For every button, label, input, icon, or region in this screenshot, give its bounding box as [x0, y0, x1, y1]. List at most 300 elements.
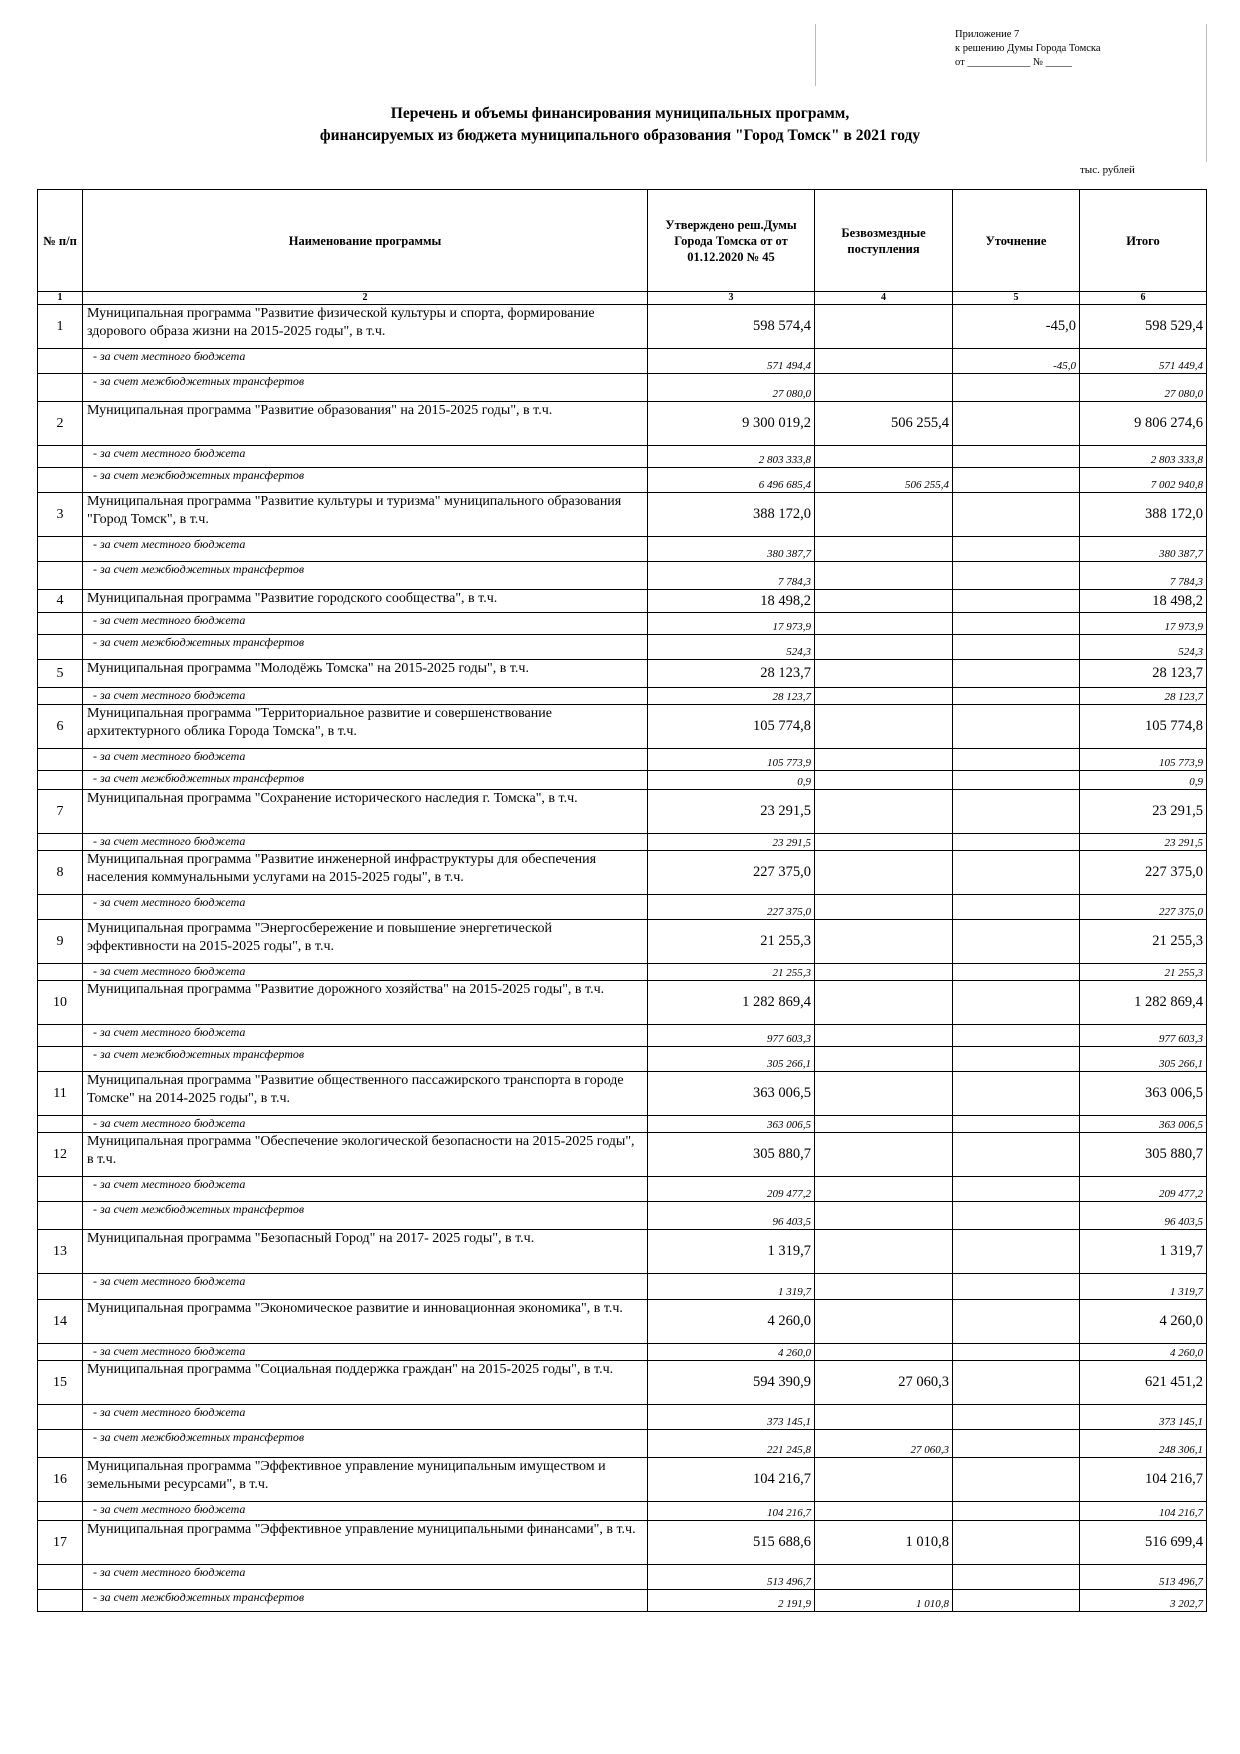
adjustment-amount	[953, 834, 1080, 851]
funding-source: - за счет местного бюджета	[83, 1502, 648, 1521]
grants-amount	[815, 834, 953, 851]
row-number	[38, 1177, 83, 1202]
approved-amount: 21 255,3	[648, 964, 815, 981]
column-number: 4	[815, 292, 953, 305]
table-row	[38, 1230, 1207, 1274]
row-number	[38, 1565, 83, 1590]
funding-source: - за счет местного бюджета	[83, 749, 648, 771]
total-amount: 1 319,7	[1080, 1230, 1207, 1274]
program-name: Муниципальная программа "Сохранение исторического наследия г. Томска", в т.ч.	[83, 790, 648, 834]
table-row	[38, 920, 1207, 964]
table-subrow	[38, 1502, 1207, 1521]
adjustment-amount	[953, 1047, 1080, 1072]
header-total: Итого	[1080, 190, 1207, 292]
funding-source: - за счет местного бюджета	[83, 1025, 648, 1047]
grants-amount	[815, 562, 953, 590]
funding-source: - за счет местного бюджета	[83, 964, 648, 981]
approved-amount: 7 784,3	[648, 562, 815, 590]
grants-amount	[815, 1300, 953, 1344]
row-number: 17	[38, 1521, 83, 1565]
row-number: 2	[38, 402, 83, 446]
total-amount: 105 774,8	[1080, 705, 1207, 749]
grants-amount: 506 255,4	[815, 468, 953, 493]
grants-amount	[815, 1072, 953, 1116]
total-amount: 227 375,0	[1080, 895, 1207, 920]
table-subrow	[38, 1025, 1207, 1047]
adjustment-amount	[953, 851, 1080, 895]
header-program-name: Наименование программы	[83, 190, 648, 292]
adjustment-amount	[953, 981, 1080, 1025]
row-number	[38, 613, 83, 635]
total-amount: 23 291,5	[1080, 834, 1207, 851]
total-amount: 305 266,1	[1080, 1047, 1207, 1072]
total-amount: 977 603,3	[1080, 1025, 1207, 1047]
approved-amount: 105 774,8	[648, 705, 815, 749]
grants-amount	[815, 1565, 953, 1590]
funding-source: - за счет местного бюджета	[83, 1344, 648, 1361]
total-amount: 17 973,9	[1080, 613, 1207, 635]
program-name: Муниципальная программа "Развитие общественного пассажирского транспорта в городе Томске" на 2014-2025 годы", в т.ч.	[83, 1072, 648, 1116]
grants-amount	[815, 537, 953, 562]
total-amount: 598 529,4	[1080, 305, 1207, 349]
table-subrow	[38, 771, 1207, 790]
grants-amount	[815, 590, 953, 613]
funding-source: - за счет местного бюджета	[83, 1116, 648, 1133]
table-subrow	[38, 1202, 1207, 1230]
total-amount: 363 006,5	[1080, 1116, 1207, 1133]
row-number	[38, 1047, 83, 1072]
table-subrow	[38, 1405, 1207, 1430]
approved-amount: 96 403,5	[648, 1202, 815, 1230]
grants-amount	[815, 705, 953, 749]
funding-source: - за счет местного бюджета	[83, 1405, 648, 1430]
funding-source: - за счет местного бюджета	[83, 537, 648, 562]
row-number: 12	[38, 1133, 83, 1177]
program-name: Муниципальная программа "Развитие культуры и туризма" муниципального образования "Город Томск", в т.ч.	[83, 493, 648, 537]
total-amount: 28 123,7	[1080, 688, 1207, 705]
approved-amount: 515 688,6	[648, 1521, 815, 1565]
row-number: 11	[38, 1072, 83, 1116]
approved-amount: 598 574,4	[648, 305, 815, 349]
programs-table	[37, 189, 1207, 1612]
row-number	[38, 537, 83, 562]
funding-source: - за счет межбюджетных трансфертов	[83, 771, 648, 790]
table-row	[38, 790, 1207, 834]
grants-amount	[815, 305, 953, 349]
approved-amount: 1 319,7	[648, 1230, 815, 1274]
adjustment-amount	[953, 749, 1080, 771]
program-name: Муниципальная программа "Энергосбережение и повышение энергетической эффективности на 2015-2025 годы", в т.ч.	[83, 920, 648, 964]
total-amount: 23 291,5	[1080, 790, 1207, 834]
adjustment-amount	[953, 1405, 1080, 1430]
programs-table-body	[38, 190, 1207, 1612]
table-subrow	[38, 468, 1207, 493]
approved-amount: 105 773,9	[648, 749, 815, 771]
funding-source: - за счет местного бюджета	[83, 688, 648, 705]
funding-source: - за счет межбюджетных трансфертов	[83, 1590, 648, 1612]
row-number	[38, 1590, 83, 1612]
adjustment-amount	[953, 1502, 1080, 1521]
grants-amount	[815, 1025, 953, 1047]
total-amount: 2 803 333,8	[1080, 446, 1207, 468]
row-number: 8	[38, 851, 83, 895]
total-amount: 209 477,2	[1080, 1177, 1207, 1202]
grants-amount	[815, 1047, 953, 1072]
row-number: 14	[38, 1300, 83, 1344]
table-subrow	[38, 1177, 1207, 1202]
grants-amount	[815, 749, 953, 771]
table-subrow	[38, 349, 1207, 374]
approved-amount: 27 080,0	[648, 374, 815, 402]
adjustment-amount	[953, 895, 1080, 920]
column-number: 3	[648, 292, 815, 305]
row-number: 3	[38, 493, 83, 537]
row-number	[38, 771, 83, 790]
adjustment-amount: -45,0	[953, 349, 1080, 374]
adjustment-amount	[953, 1025, 1080, 1047]
row-number	[38, 446, 83, 468]
row-number	[38, 374, 83, 402]
table-subrow	[38, 446, 1207, 468]
program-name: Муниципальная программа "Развитие дорожного хозяйства" на 2015-2025 годы", в т.ч.	[83, 981, 648, 1025]
total-amount: 305 880,7	[1080, 1133, 1207, 1177]
table-header-row	[38, 190, 1207, 292]
table-row	[38, 1072, 1207, 1116]
adjustment-amount	[953, 1072, 1080, 1116]
column-number: 6	[1080, 292, 1207, 305]
row-number	[38, 468, 83, 493]
funding-source: - за счет межбюджетных трансфертов	[83, 374, 648, 402]
table-subrow	[38, 688, 1207, 705]
row-number	[38, 562, 83, 590]
grants-amount	[815, 1133, 953, 1177]
total-amount: 1 319,7	[1080, 1274, 1207, 1300]
grants-amount	[815, 374, 953, 402]
funding-source: - за счет местного бюджета	[83, 613, 648, 635]
table-subrow	[38, 1047, 1207, 1072]
program-name: Муниципальная программа "Развитие физической культуры и спорта, формирование здорового образа жизни на 2015-2025 годы", в т.ч.	[83, 305, 648, 349]
total-amount: 7 002 940,8	[1080, 468, 1207, 493]
approved-amount: 104 216,7	[648, 1502, 815, 1521]
adjustment-amount	[953, 1590, 1080, 1612]
approved-amount: 363 006,5	[648, 1072, 815, 1116]
approved-amount: 9 300 019,2	[648, 402, 815, 446]
grants-amount	[815, 613, 953, 635]
grants-amount	[815, 688, 953, 705]
table-row	[38, 851, 1207, 895]
total-amount: 621 451,2	[1080, 1361, 1207, 1405]
total-amount: 380 387,7	[1080, 537, 1207, 562]
adjustment-amount	[953, 1344, 1080, 1361]
row-number: 4	[38, 590, 83, 613]
program-name: Муниципальная программа "Эффективное управление муниципальным имуществом и земельными ресурсами", в т.ч.	[83, 1458, 648, 1502]
program-name: Муниципальная программа "Развитие образования" на 2015-2025 годы", в т.ч.	[83, 402, 648, 446]
header-number: № п/п	[38, 190, 83, 292]
column-number: 2	[83, 292, 648, 305]
total-amount: 104 216,7	[1080, 1502, 1207, 1521]
funding-source: - за счет местного бюджета	[83, 895, 648, 920]
total-amount: 513 496,7	[1080, 1565, 1207, 1590]
program-name: Муниципальная программа "Социальная поддержка граждан" на 2015-2025 годы", в т.ч.	[83, 1361, 648, 1405]
approved-amount: 6 496 685,4	[648, 468, 815, 493]
table-row	[38, 660, 1207, 688]
adjustment-amount	[953, 613, 1080, 635]
row-number: 5	[38, 660, 83, 688]
grants-amount	[815, 771, 953, 790]
header-adjustment: Уточнение	[953, 190, 1080, 292]
adjustment-amount	[953, 1458, 1080, 1502]
adjustment-amount	[953, 402, 1080, 446]
program-name: Муниципальная программа "Обеспечение экологической безопасности на 2015-2025 годы", в т.ч.	[83, 1133, 648, 1177]
table-row	[38, 1521, 1207, 1565]
grants-amount	[815, 1202, 953, 1230]
approved-amount: 4 260,0	[648, 1300, 815, 1344]
approved-amount: 23 291,5	[648, 790, 815, 834]
total-amount: 7 784,3	[1080, 562, 1207, 590]
grants-amount	[815, 1502, 953, 1521]
table-row	[38, 1133, 1207, 1177]
total-amount: 104 216,7	[1080, 1458, 1207, 1502]
total-amount: 571 449,4	[1080, 349, 1207, 374]
adjustment-amount	[953, 446, 1080, 468]
table-row	[38, 705, 1207, 749]
total-amount: 248 306,1	[1080, 1430, 1207, 1458]
funding-source: - за счет местного бюджета	[83, 1565, 648, 1590]
grants-amount	[815, 635, 953, 660]
grants-amount	[815, 851, 953, 895]
approved-amount: 28 123,7	[648, 688, 815, 705]
total-amount: 363 006,5	[1080, 1072, 1207, 1116]
approved-amount: 2 803 333,8	[648, 446, 815, 468]
table-subrow	[38, 834, 1207, 851]
row-number	[38, 1202, 83, 1230]
funding-source: - за счет межбюджетных трансфертов	[83, 562, 648, 590]
total-amount: 1 282 869,4	[1080, 981, 1207, 1025]
row-number	[38, 895, 83, 920]
column-number: 1	[38, 292, 83, 305]
funding-source: - за счет местного бюджета	[83, 349, 648, 374]
grants-amount	[815, 1116, 953, 1133]
grants-amount: 1 010,8	[815, 1590, 953, 1612]
adjustment-amount	[953, 374, 1080, 402]
table-subrow	[38, 1430, 1207, 1458]
row-number	[38, 834, 83, 851]
adjustment-amount	[953, 705, 1080, 749]
approved-amount: 380 387,7	[648, 537, 815, 562]
row-number	[38, 1430, 83, 1458]
adjustment-amount	[953, 1300, 1080, 1344]
approved-amount: 2 191,9	[648, 1590, 815, 1612]
program-name: Муниципальная программа "Безопасный Город" на 2017- 2025 годы", в т.ч.	[83, 1230, 648, 1274]
grants-amount	[815, 1458, 953, 1502]
approved-amount: 17 973,9	[648, 613, 815, 635]
approved-amount: 28 123,7	[648, 660, 815, 688]
total-amount: 96 403,5	[1080, 1202, 1207, 1230]
grants-amount: 27 060,3	[815, 1361, 953, 1405]
grants-amount	[815, 493, 953, 537]
total-amount: 516 699,4	[1080, 1521, 1207, 1565]
total-amount: 4 260,0	[1080, 1300, 1207, 1344]
adjustment-amount	[953, 562, 1080, 590]
approved-amount: 977 603,3	[648, 1025, 815, 1047]
table-subrow	[38, 562, 1207, 590]
adjustment-amount: -45,0	[953, 305, 1080, 349]
grants-amount	[815, 660, 953, 688]
approved-amount: 18 498,2	[648, 590, 815, 613]
funding-source: - за счет межбюджетных трансфертов	[83, 468, 648, 493]
total-amount: 21 255,3	[1080, 920, 1207, 964]
adjustment-amount	[953, 1521, 1080, 1565]
table-subrow	[38, 964, 1207, 981]
total-amount: 105 773,9	[1080, 749, 1207, 771]
grants-amount: 1 010,8	[815, 1521, 953, 1565]
total-amount: 9 806 274,6	[1080, 402, 1207, 446]
program-name: Муниципальная программа "Экономическое развитие и инновационная экономика", в т.ч.	[83, 1300, 648, 1344]
row-number	[38, 635, 83, 660]
adjustment-amount	[953, 635, 1080, 660]
row-number: 9	[38, 920, 83, 964]
approved-amount: 221 245,8	[648, 1430, 815, 1458]
table-row	[38, 590, 1207, 613]
table-subrow	[38, 895, 1207, 920]
adjustment-amount	[953, 1361, 1080, 1405]
row-number	[38, 964, 83, 981]
total-amount: 388 172,0	[1080, 493, 1207, 537]
table-subrow	[38, 537, 1207, 562]
total-amount: 524,3	[1080, 635, 1207, 660]
column-number: 5	[953, 292, 1080, 305]
title-line: Перечень и объемы финансирования муниципальных программ,	[390, 105, 850, 122]
adjustment-amount	[953, 1274, 1080, 1300]
row-number	[38, 349, 83, 374]
units-label: тыс. рублей	[1080, 164, 1135, 176]
header-grants: Безвозмездные поступления	[815, 190, 953, 292]
approved-amount: 305 880,7	[648, 1133, 815, 1177]
grants-amount	[815, 446, 953, 468]
row-number	[38, 1025, 83, 1047]
adjustment-amount	[953, 964, 1080, 981]
approved-amount: 388 172,0	[648, 493, 815, 537]
appendix-note	[955, 28, 1101, 70]
approved-amount: 305 266,1	[648, 1047, 815, 1072]
funding-source: - за счет межбюджетных трансфертов	[83, 1047, 648, 1072]
adjustment-amount	[953, 660, 1080, 688]
total-amount: 28 123,7	[1080, 660, 1207, 688]
table-subrow	[38, 1590, 1207, 1612]
approved-amount: 1 282 869,4	[648, 981, 815, 1025]
table-subrow	[38, 749, 1207, 771]
table-subrow	[38, 635, 1207, 660]
approved-amount: 524,3	[648, 635, 815, 660]
appendix-line: к решению Думы Города Томска	[955, 43, 1101, 54]
adjustment-amount	[953, 1430, 1080, 1458]
row-number: 16	[38, 1458, 83, 1502]
approved-amount: 23 291,5	[648, 834, 815, 851]
table-row	[38, 1300, 1207, 1344]
approved-amount: 4 260,0	[648, 1344, 815, 1361]
approved-amount: 571 494,4	[648, 349, 815, 374]
row-number: 7	[38, 790, 83, 834]
grants-amount: 506 255,4	[815, 402, 953, 446]
grants-amount	[815, 1274, 953, 1300]
program-name: Муниципальная программа "Территориальное развитие и совершенствование архитектурного облика Города Томска", в т.ч.	[83, 705, 648, 749]
table-row	[38, 493, 1207, 537]
row-number	[38, 1502, 83, 1521]
program-name: Муниципальная программа "Эффективное управление муниципальными финансами", в т.ч.	[83, 1521, 648, 1565]
adjustment-amount	[953, 1202, 1080, 1230]
adjustment-amount	[953, 1133, 1080, 1177]
column-number-row	[38, 292, 1207, 305]
table-subrow	[38, 1565, 1207, 1590]
approved-amount: 1 319,7	[648, 1274, 815, 1300]
total-amount: 227 375,0	[1080, 851, 1207, 895]
grants-amount	[815, 790, 953, 834]
grants-amount	[815, 349, 953, 374]
row-number	[38, 1116, 83, 1133]
table-subrow	[38, 1116, 1207, 1133]
row-number: 6	[38, 705, 83, 749]
document-title	[0, 103, 1240, 147]
approved-amount: 0,9	[648, 771, 815, 790]
funding-source: - за счет межбюджетных трансфертов	[83, 1202, 648, 1230]
adjustment-amount	[953, 468, 1080, 493]
adjustment-amount	[953, 1565, 1080, 1590]
funding-source: - за счет местного бюджета	[83, 834, 648, 851]
adjustment-amount	[953, 771, 1080, 790]
total-amount: 21 255,3	[1080, 964, 1207, 981]
funding-source: - за счет местного бюджета	[83, 446, 648, 468]
row-number: 13	[38, 1230, 83, 1274]
grants-amount: 27 060,3	[815, 1430, 953, 1458]
total-amount: 4 260,0	[1080, 1344, 1207, 1361]
header-approved: Утверждено реш.Думы Города Томска от от 01.12.2020 № 45	[648, 190, 815, 292]
row-number	[38, 749, 83, 771]
grants-amount	[815, 1177, 953, 1202]
total-amount: 27 080,0	[1080, 374, 1207, 402]
approved-amount: 513 496,7	[648, 1565, 815, 1590]
row-number: 15	[38, 1361, 83, 1405]
grants-amount	[815, 964, 953, 981]
adjustment-amount	[953, 1230, 1080, 1274]
row-number	[38, 688, 83, 705]
table-row	[38, 1361, 1207, 1405]
grants-amount	[815, 895, 953, 920]
adjustment-amount	[953, 493, 1080, 537]
row-number	[38, 1405, 83, 1430]
appendix-line: Приложение 7	[955, 29, 1020, 40]
approved-amount: 227 375,0	[648, 895, 815, 920]
row-number: 10	[38, 981, 83, 1025]
appendix-line: от ____________ № _____	[955, 57, 1072, 68]
grants-amount	[815, 1405, 953, 1430]
table-row	[38, 402, 1207, 446]
total-amount: 18 498,2	[1080, 590, 1207, 613]
program-name: Муниципальная программа "Молодёжь Томска" на 2015-2025 годы", в т.ч.	[83, 660, 648, 688]
table-subrow	[38, 1344, 1207, 1361]
program-name: Муниципальная программа "Развитие городского сообщества", в т.ч.	[83, 590, 648, 613]
table-row	[38, 1458, 1207, 1502]
adjustment-amount	[953, 790, 1080, 834]
funding-source: - за счет местного бюджета	[83, 1274, 648, 1300]
total-amount: 3 202,7	[1080, 1590, 1207, 1612]
title-line: финансируемых из бюджета муниципального образования "Город Томск" в 2021 году	[319, 127, 921, 144]
table-row	[38, 305, 1207, 349]
funding-source: - за счет межбюджетных трансфертов	[83, 635, 648, 660]
table-subrow	[38, 613, 1207, 635]
adjustment-amount	[953, 920, 1080, 964]
approved-amount: 21 255,3	[648, 920, 815, 964]
grants-amount	[815, 920, 953, 964]
